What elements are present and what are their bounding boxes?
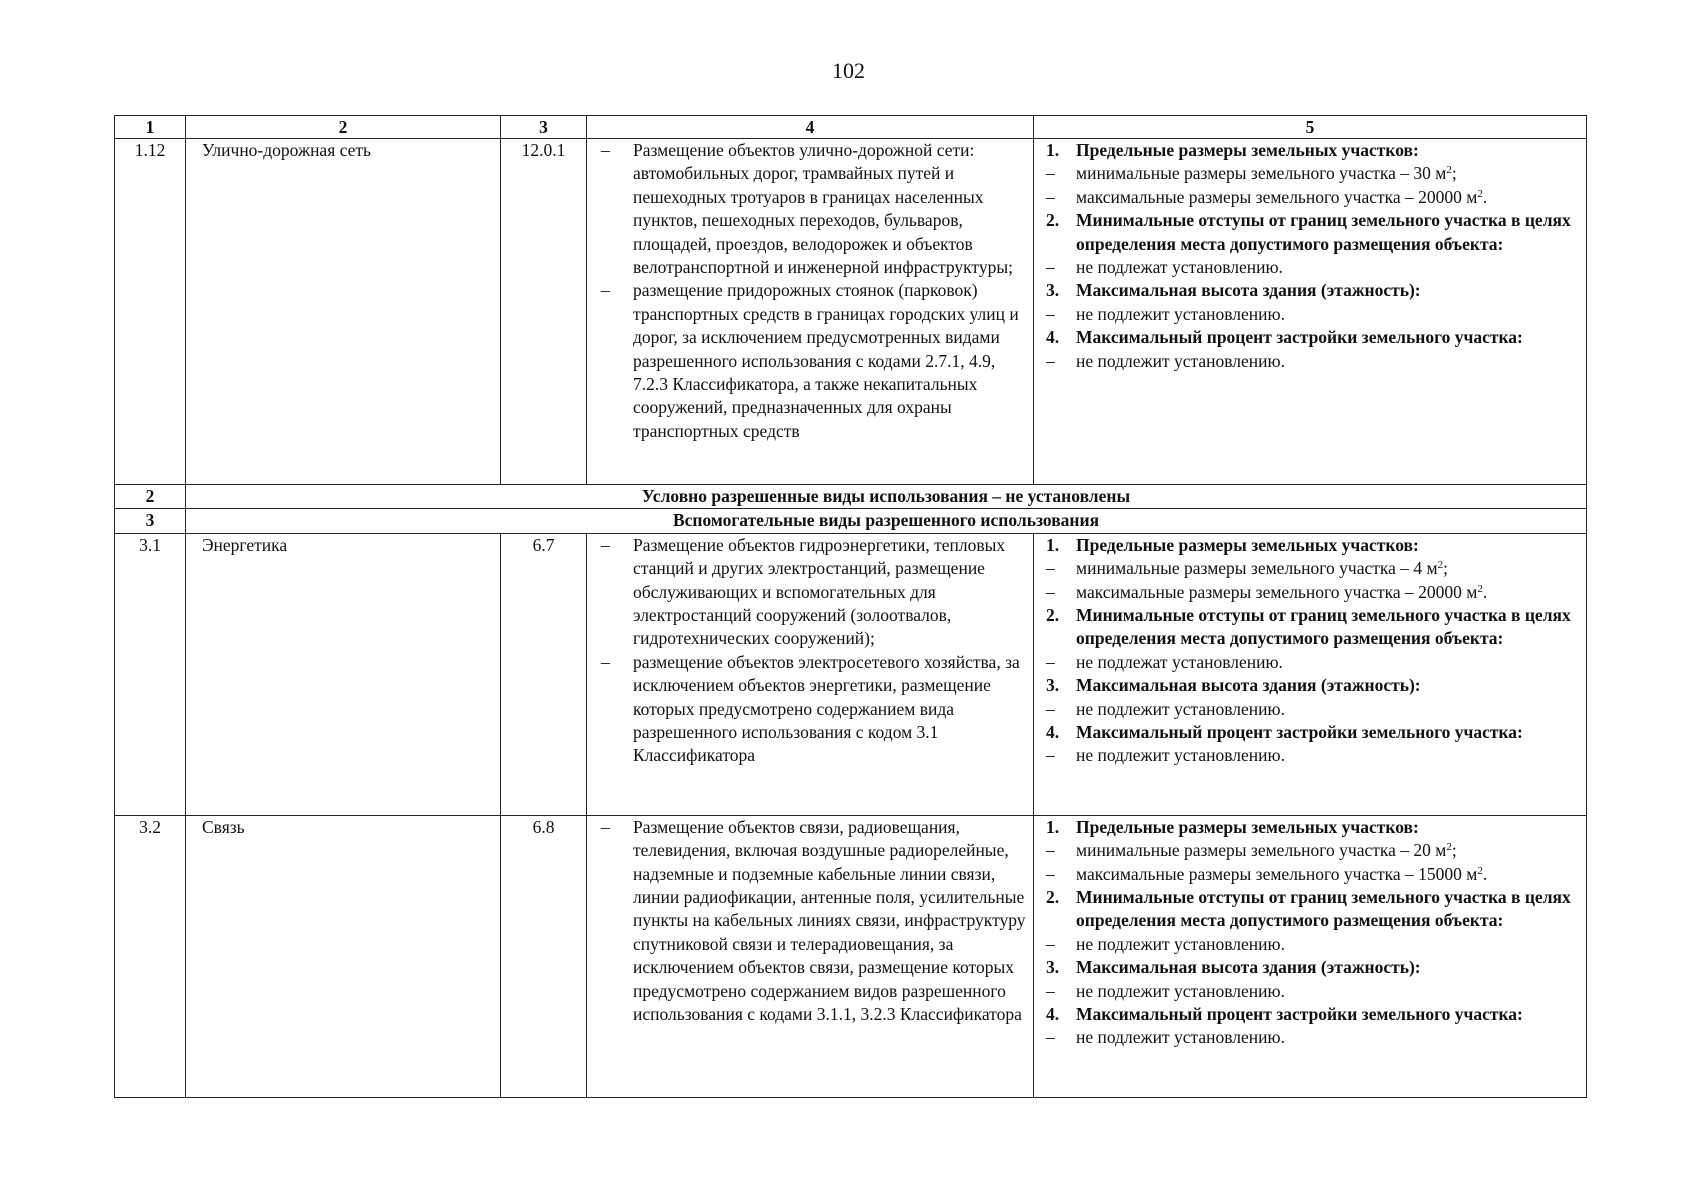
param-value: не подлежит установлению. (1076, 350, 1285, 371)
item-number: 4. (1046, 1004, 1060, 1025)
use-description (587, 815, 1034, 1097)
row-number: 3.2 (115, 815, 186, 1097)
dash-marker: – (1046, 933, 1055, 954)
parameters (1034, 139, 1587, 485)
dash-marker: – (601, 816, 610, 837)
dash-marker: – (1046, 698, 1055, 719)
item-number: 1. (1046, 816, 1060, 837)
min-size-text: минимальные размеры земельного участка – 30 м (1076, 163, 1447, 184)
table-header-row (115, 116, 1587, 139)
item-number: 1. (1046, 534, 1060, 555)
item-number: 1. (1046, 140, 1060, 160)
param-value: минимальные размеры земельного участка – 20 $м^2$; (1076, 840, 1457, 861)
description-item: размещение придорожных стоянок (парковок) транспортных средств в границах городских улиц и дорог, за исключением предусмотренных видами разрешенного использования с кодами 2.7.1, 4.9, 7.2.3 Классификатора, а также некапитальных сооружений, предназначенных для охраны транспортных средств (633, 280, 1019, 441)
item-number: 2. (1046, 210, 1060, 231)
dash-marker: – (1046, 558, 1055, 579)
param-heading: Минимальные отступы от границ земельного участка в целях определения места допустимого размещения объекта: (1076, 605, 1571, 649)
param-value: не подлежит установлению. (1076, 303, 1285, 324)
param-value: не подлежит установлению. (1076, 745, 1285, 766)
header-col-2: 2 (186, 116, 501, 139)
section-title: Условно разрешенные виды использования – не установлены (186, 485, 1587, 509)
header-col-5: 5 (1034, 116, 1587, 139)
item-number: 3. (1046, 280, 1060, 301)
param-value: не подлежит установлению. (1076, 698, 1285, 719)
section-number: 3 (115, 509, 186, 533)
dash-marker: – (1046, 980, 1055, 1001)
use-description (587, 533, 1034, 815)
dash-marker: – (601, 534, 610, 555)
param-value: максимальные размеры земельного участка – 20000 $м^2$. (1076, 186, 1488, 207)
param-heading: Максимальная высота здания (этажность): (1076, 280, 1421, 301)
param-value: максимальные размеры земельного участка – 15000 $м^2$. (1076, 863, 1488, 884)
param-value: не подлежит установлению. (1076, 1027, 1285, 1048)
dash-marker: – (1046, 186, 1055, 207)
param-heading: Максимальная высота здания (этажность): (1076, 957, 1421, 978)
use-name: Энергетика (186, 533, 501, 815)
item-number: 4. (1046, 327, 1060, 348)
item-number: 2. (1046, 605, 1060, 626)
description-item: размещение объектов электросетевого хозяйства, за исключением объектов энергетики, размещение которых предусмотрено содержанием вида разрешенного использования с кодом 3.1 Классификатора (633, 651, 1020, 766)
item-number: 4. (1046, 722, 1060, 743)
use-code: 6.8 (501, 815, 587, 1097)
param-heading: Предельные размеры земельных участков: (1076, 534, 1419, 555)
item-number: 3. (1046, 675, 1060, 696)
use-description (587, 139, 1034, 485)
dash-marker: – (1046, 1027, 1055, 1048)
max-size-text: максимальные размеры земельного участка – 15000 м (1076, 863, 1478, 884)
param-heading: Максимальная высота здания (этажность): (1076, 675, 1421, 696)
param-heading: Минимальные отступы от границ земельного участка в целях определения места допустимого размещения объекта: (1076, 887, 1571, 931)
item-number: 2. (1046, 887, 1060, 908)
min-size-text: минимальные размеры земельного участка – 4 м (1076, 558, 1438, 579)
param-value: минимальные размеры земельного участка – 4 $м^2$; (1076, 558, 1448, 579)
item-number: 3. (1046, 957, 1060, 978)
dash-marker: – (601, 280, 610, 301)
dash-marker: – (1046, 581, 1055, 602)
param-value: не подлежат установлению. (1076, 651, 1283, 672)
dash-marker: – (1046, 745, 1055, 766)
param-value: не подлежит установлению. (1076, 933, 1285, 954)
use-name: Улично-дорожная сеть (186, 139, 501, 485)
dash-marker: – (1046, 303, 1055, 324)
param-heading: Максимальный процент застройки земельного участка: (1076, 722, 1523, 743)
row-number: 3.1 (115, 533, 186, 815)
use-code: 6.7 (501, 533, 587, 815)
section-row (115, 485, 1587, 509)
dash-marker: – (1046, 350, 1055, 371)
section-number: 2 (115, 485, 186, 509)
description-item: Размещение объектов гидроэнергетики, тепловых станций и других электростанций, размещение обслуживающих и вспомогательных для электростанций сооружений (золоотвалов, гидротехнических сооружений); (633, 534, 1006, 649)
table-row (115, 139, 1587, 485)
param-heading: Максимальный процент застройки земельного участка: (1076, 327, 1523, 348)
description-item: Размещение объектов улично-дорожной сети: автомобильных дорог, трамвайных путей и пешеходных тротуаров в границах населенных пунктов, пешеходных переходов, бульваров, площадей, проездов, велодорожек и объектов велотранспортной и инженерной инфраструктуры; (633, 140, 1013, 278)
param-heading: Предельные размеры земельных участков: (1076, 816, 1419, 837)
description-item: Размещение объектов связи, радиовещания, телевидения, включая воздушные радиорелейные, надземные и подземные кабельные линии связи, линии радиофикации, антенные поля, усилительные пункты на кабельных линиях связи, инфраструктуру спутниковой связи и телерадиовещания, за исключением объектов связи, размещение которых предусмотрено содержанием видов разрешенного использования с кодами 3.1.1, 3.2.3 Классификатора (633, 816, 1026, 1025)
section-title: Вспомогательные виды разрешенного использования (186, 509, 1587, 533)
table-row (115, 533, 1587, 815)
dash-marker: – (1046, 840, 1055, 861)
row-number: 1.12 (115, 139, 186, 485)
min-size-text: минимальные размеры земельного участка – 20 м (1076, 840, 1447, 861)
param-heading: Минимальные отступы от границ земельного участка в целях определения места допустимого размещения объекта: (1076, 210, 1571, 254)
param-value: максимальные размеры земельного участка – 20000 $м^2$. (1076, 581, 1488, 602)
section-row (115, 509, 1587, 533)
dash-marker: – (1046, 651, 1055, 672)
dash-marker: – (1046, 863, 1055, 884)
param-heading: Максимальный процент застройки земельного участка: (1076, 1004, 1523, 1025)
param-heading: Предельные размеры земельных участков: (1076, 140, 1419, 160)
max-size-text: максимальные размеры земельного участка – 20000 м (1076, 186, 1478, 207)
header-col-1: 1 (115, 116, 186, 139)
param-value: минимальные размеры земельного участка – 30 $м^2$; (1076, 163, 1457, 184)
page-number: 102 (832, 58, 865, 83)
parameters (1034, 533, 1587, 815)
dash-marker: – (601, 651, 610, 672)
table-row (115, 815, 1587, 1097)
header-col-4: 4 (587, 116, 1034, 139)
dash-marker: – (1046, 257, 1055, 278)
param-value: не подлежат установлению. (1076, 257, 1283, 278)
regulations-table (114, 115, 1587, 1098)
dash-marker: – (1046, 163, 1055, 184)
use-name: Связь (186, 815, 501, 1097)
param-value: не подлежит установлению. (1076, 980, 1285, 1001)
max-size-text: максимальные размеры земельного участка – 20000 м (1076, 581, 1478, 602)
parameters (1034, 815, 1587, 1097)
header-col-3: 3 (501, 116, 587, 139)
use-code: 12.0.1 (501, 139, 587, 485)
dash-marker: – (601, 140, 610, 160)
